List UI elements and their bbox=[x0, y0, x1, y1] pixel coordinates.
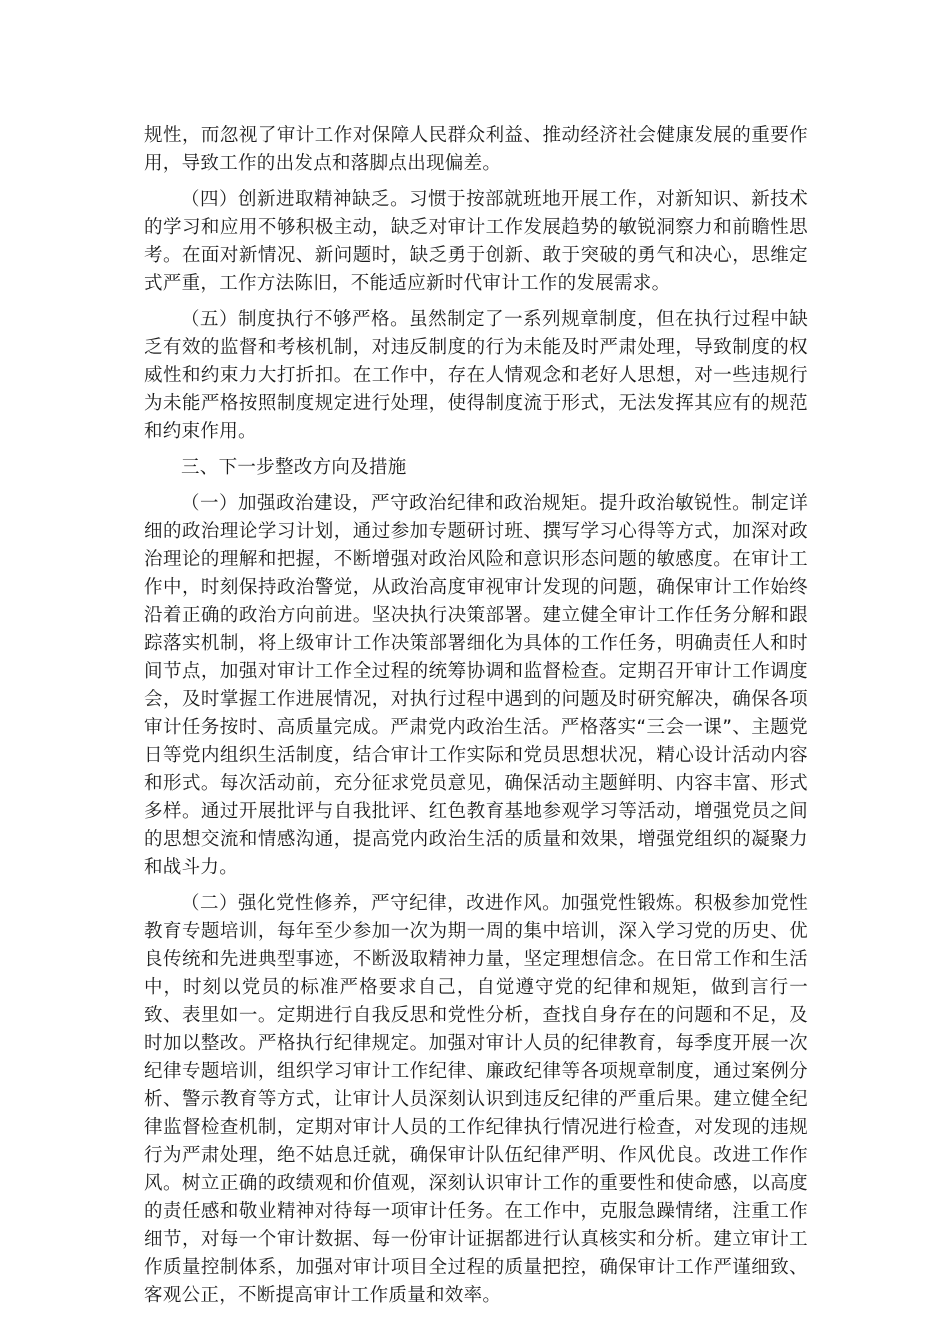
section-heading: 三、下一步整改方向及措施 bbox=[181, 457, 407, 478]
paragraph-innovation: （四）创新进取精神缺乏。习惯于按部就班地开展工作，对新知识、新技术的学习和应用不够积极主动，缺乏对审计工作发展趋势的敏锐洞察力和前瞻性思考。在面对新情况、新问题时，缺乏勇于创新、敢于突破的勇气和决心，思维定式严重，工作方法陈旧，不能适应新时代审计工作的发展需求。 bbox=[144, 189, 808, 294]
paragraph-party-spirit: （二）强化党性修养，严守纪律，改进作风。加强党性锻炼。积极参加党性教育专题培训，每年至少参加一次为期一周的集中培训，深入学习党的历史、优良传统和先进典型事迹，不断汲取精神力量，坚定理想信念。在日常工作和生活中，时刻以党员的标准严格要求自己，自觉遵守党的纪律和规矩，做到言行一致、表里如一。定期进行自我反思和党性分析，查找自身存在的问题和不足，及时加以整改。严格执行纪律规定。加强对审计人员的纪律教育，每季度开展一次纪律专题培训，组织学习审计工作纪律、廉政纪律等各项规章制度，通过案例分析、警示教育等方式，让审计人员深刻认识到违反纪律的严重后果。建立健全纪律监督检查机制，定期对审计人员的工作纪律执行情况进行检查，对发现的违规行为严肃处理，绝不姑息迁就，确保审计队伍纪律严明、作风优良。改进工作作风。树立正确的政绩观和价值观，深刻认识审计工作的重要性和使命感，以高度的责任感和敬业精神对待每一项审计任务。在工作中，克服急躁情绪，注重工作细节，对每一个审计数据、每一份审计证据都进行认真核实和分析。建立审计工作质量控制体系，加强对审计项目全过程的质量把控，确保审计工作严谨细致、客观公正，不断提高审计工作质量和效率。 bbox=[144, 893, 808, 1306]
paragraph-continuation: 规性，而忽视了审计工作对保障人民群众利益、推动经济社会健康发展的重要作用，导致工作的出发点和落脚点出现偏差。 bbox=[144, 125, 808, 174]
paragraph-political-building: （一）加强政治建设，严守政治纪律和政治规矩。提升政治敏锐性。制定详细的政治理论学习计划，通过参加专题研讨班、撰写学习心得等方式，加深对政治理论的理解和把握，不断增强对政治风险和意识形态问题的敏感度。在审计工作中，时刻保持政治警觉，从政治高度审视审计发现的问题，确保审计工作始终沿着正确的政治方向前进。坚决执行决策部署。建立健全审计工作任务分解和跟踪落实机制，将上级审计工作决策部署细化为具体的工作任务，明确责任人和时间节点，加强对审计工作全过程的统筹协调和监督检查。定期召开审计工作调度会，及时掌握工作进展情况，对执行过程中遇到的问题及时研究解决，确保各项审计任务按时、高质量完成。严肃党内政治生活。严格落实“三会一课”、主题党日等党内组织生活制度，结合审计工作实际和党员思想状况，精心设计活动内容和形式。每次活动前，充分征求党员意见，确保活动主题鲜明、内容丰富、形式多样。通过开展批评与自我批评、红色教育基地参观学习等活动，增强党员之间的思想交流和情感沟通，提高党内政治生活的质量和效果，增强党组织的凝聚力和战斗力。 bbox=[144, 493, 808, 878]
document-page bbox=[144, 122, 808, 1318]
paragraph-institution: （五）制度执行不够严格。虽然制定了一系列规章制度，但在执行过程中缺乏有效的监督和考核机制，对违反制度的行为未能及时严肃处理，导致制度的权威性和约束力大打折扣。在工作中，存在人情观念和老好人思想，对一些违规行为未能严格按照制度规定进行处理，使得制度流于形式，无法发挥其应有的规范和约束作用。 bbox=[144, 309, 808, 442]
